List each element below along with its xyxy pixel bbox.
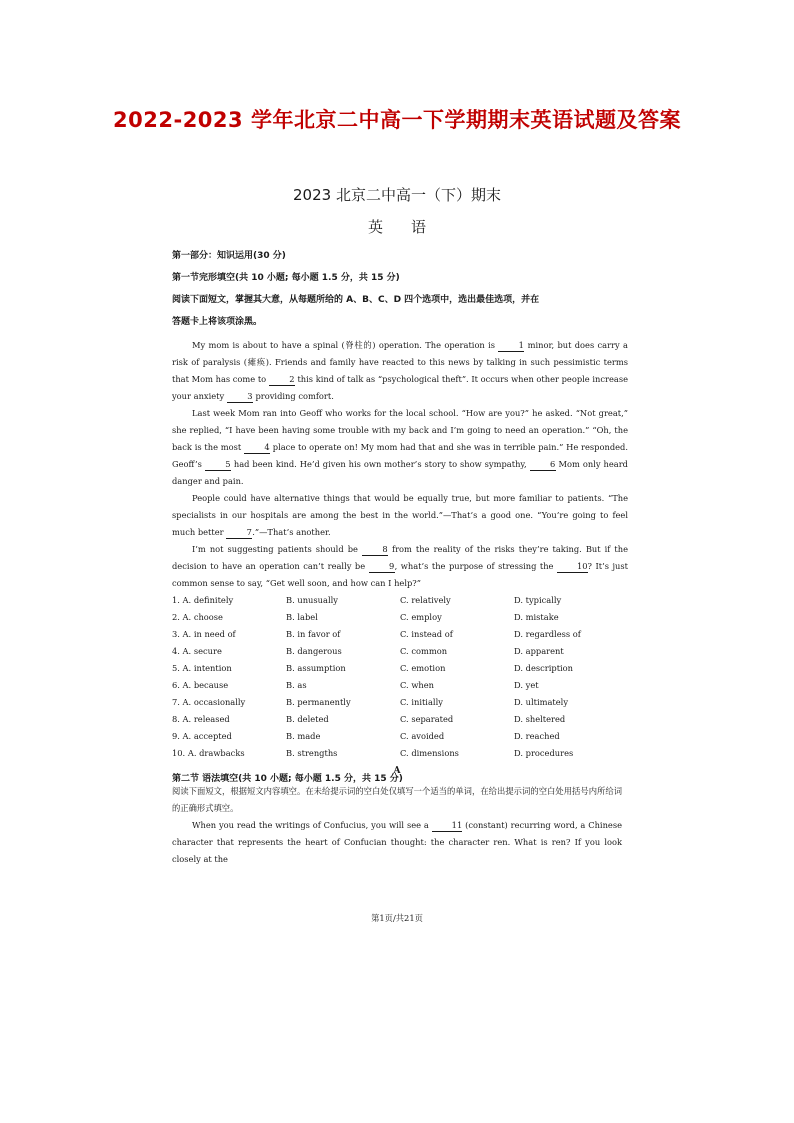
blank-10: 10 (557, 561, 588, 573)
option-b: B. strengths (286, 748, 338, 758)
blank-4: 4 (244, 442, 270, 454)
option-row (172, 609, 628, 626)
passage-text: this kind of talk as “psychological theft”. It occurs when other people increase your anxiety (172, 374, 628, 401)
passage-paragraph-2 (172, 405, 628, 490)
option-d: D. description (514, 663, 574, 673)
section1-heading: 第一节完形填空(共 10 小题; 每小题 1.5 分，共 15 分) (172, 273, 400, 283)
option-c: C. common (400, 646, 448, 656)
option-row (172, 643, 628, 660)
passage-text: .”—That’s another. (252, 527, 331, 537)
option-a: 7. A. occasionally (172, 697, 246, 707)
option-a: 5. A. intention (172, 663, 232, 673)
option-row (172, 660, 628, 677)
blank-2: 2 (269, 374, 295, 386)
option-row (172, 592, 628, 609)
passage-paragraph-1 (172, 337, 628, 405)
option-row (172, 745, 628, 762)
passage-text: Last week Mom ran into Geoff who works for the local school. “How are you?” he asked. “Not great,” she replied, “I have been having some trouble with my back and I’m going to need an operation.” “Oh, the back is the most (172, 408, 628, 452)
blank-7: 7 (226, 527, 252, 539)
option-row (172, 694, 628, 711)
option-c: C. relatively (400, 595, 451, 605)
option-a: 9. A. accepted (172, 731, 232, 741)
option-c: C. initially (400, 697, 443, 707)
passage-text: People could have alternative things that would be equally true, but more familiar to patients. “The specialists in our hospitals are among the best in the world.”—That’s a good one. “You’re going to feel much better (172, 493, 628, 537)
option-b: B. permanently (286, 697, 351, 707)
option-b: B. deleted (286, 714, 329, 724)
option-a: 10. A. drawbacks (172, 748, 245, 758)
blank-5: 5 (205, 459, 231, 471)
part1-body (172, 245, 628, 797)
option-c: C. when (400, 680, 435, 690)
subject-title: 英语 (367, 218, 454, 236)
option-d: D. ultimately (514, 697, 569, 707)
option-b: B. as (286, 680, 307, 690)
option-c: C. employ (400, 612, 442, 622)
option-a: 4. A. secure (172, 646, 222, 656)
section2-instruction: 阅读下面短文，根据短文内容填空。在未给提示词的空白处仅填写一个适当的单词，在给出提示词的空白处用括号内所给词的正确形式填空。 (172, 786, 622, 813)
option-b: B. assumption (286, 663, 346, 673)
exam-title: 2023 北京二中高一（下）期末 (293, 186, 501, 204)
passage-text: My mom is about to have a spinal (脊柱的) operation. The operation is (192, 340, 499, 350)
option-a: 1. A. definitely (172, 595, 234, 605)
passage-paragraph-3 (172, 490, 628, 541)
option-b: B. dangerous (286, 646, 342, 656)
passage-text: from the reality of the risks they’re taking. But if the decision to have an operation can’t really be (172, 544, 628, 571)
option-c: C. instead of (400, 629, 453, 639)
blank-3: 3 (227, 391, 253, 403)
section2-paragraph (172, 817, 622, 868)
option-row (172, 677, 628, 694)
option-d: D. sheltered (514, 714, 566, 724)
option-b: B. in favor of (286, 629, 341, 639)
passage-text: When you read the writings of Confucius, you will see a (192, 820, 432, 830)
blank-8: 8 (362, 544, 388, 556)
section2-label: A (393, 766, 401, 776)
option-a: 2. A. choose (172, 612, 223, 622)
option-d: D. procedures (514, 748, 574, 758)
option-d: D. regardless of (514, 629, 581, 639)
passage-text: , what’s the purpose of stressing the (394, 561, 557, 571)
section1-instruction-1: 阅读下面短文，掌握其大意，从每题所给的 A、B、C、D 四个选项中，选出最佳选项，并在 (172, 295, 540, 305)
option-row (172, 728, 628, 745)
option-c: C. separated (400, 714, 454, 724)
passage-text: I’m not suggesting patients should be (192, 544, 362, 554)
part1-heading: 第一部分：知识运用(30 分) (172, 251, 286, 261)
option-d: D. typically (514, 595, 562, 605)
option-c: C. emotion (400, 663, 446, 673)
option-a: 3. A. in need of (172, 629, 236, 639)
passage-text: providing comfort. (252, 391, 334, 401)
blank-11: 11 (432, 820, 463, 832)
option-c: C. avoided (400, 731, 445, 741)
option-d: D. yet (514, 680, 539, 690)
page-number: 第1页/共21页 (371, 913, 423, 923)
document-title: 2022-2023 学年北京二中高一下学期期末英语试题及答案 (113, 108, 681, 132)
blank-1: 1 (498, 340, 524, 352)
option-a: 8. A. released (172, 714, 230, 724)
option-d: D. mistake (514, 612, 559, 622)
option-b: B. label (286, 612, 318, 622)
option-d: D. reached (514, 731, 560, 741)
option-row (172, 626, 628, 643)
blank-6: 6 (530, 459, 556, 471)
passage-text: place to operate on! My mom had that and she was in terrible pain.” He responded. Geoff’s (172, 442, 629, 469)
section2-heading: 第二节 语法填空(共 10 小题; 每小题 1.5 分，共 15 分) (172, 774, 403, 784)
option-b: B. unusually (286, 595, 338, 605)
option-row (172, 711, 628, 728)
section1-instruction-2: 答题卡上将该项涂黑。 (172, 317, 263, 327)
passage-text: Mom only heard danger and pain. (172, 459, 628, 486)
option-b: B. made (286, 731, 321, 741)
passage-text: ? It’s just common sense to say, “Get well soon, and how can I help?” (172, 561, 628, 588)
options-list (172, 592, 628, 762)
option-a: 6. A. because (172, 680, 229, 690)
blank-9: 9 (369, 561, 395, 573)
passage-text: minor, but does carry a risk of paralysis (瘫痪). Friends and family have reacted to this news by talking in such pessimistic terms that Mom has come to (172, 340, 628, 384)
option-c: C. dimensions (400, 748, 459, 758)
passage-text: had been kind. He’d given his own mother’s story to show sympathy, (230, 459, 530, 469)
option-d: D. apparent (514, 646, 564, 656)
passage-paragraph-4 (172, 541, 628, 592)
passage-text: (constant) recurring word, a Chinese character that represents the heart of Confucian thought: the character ren. What is ren? If you look closely at the (172, 820, 622, 864)
